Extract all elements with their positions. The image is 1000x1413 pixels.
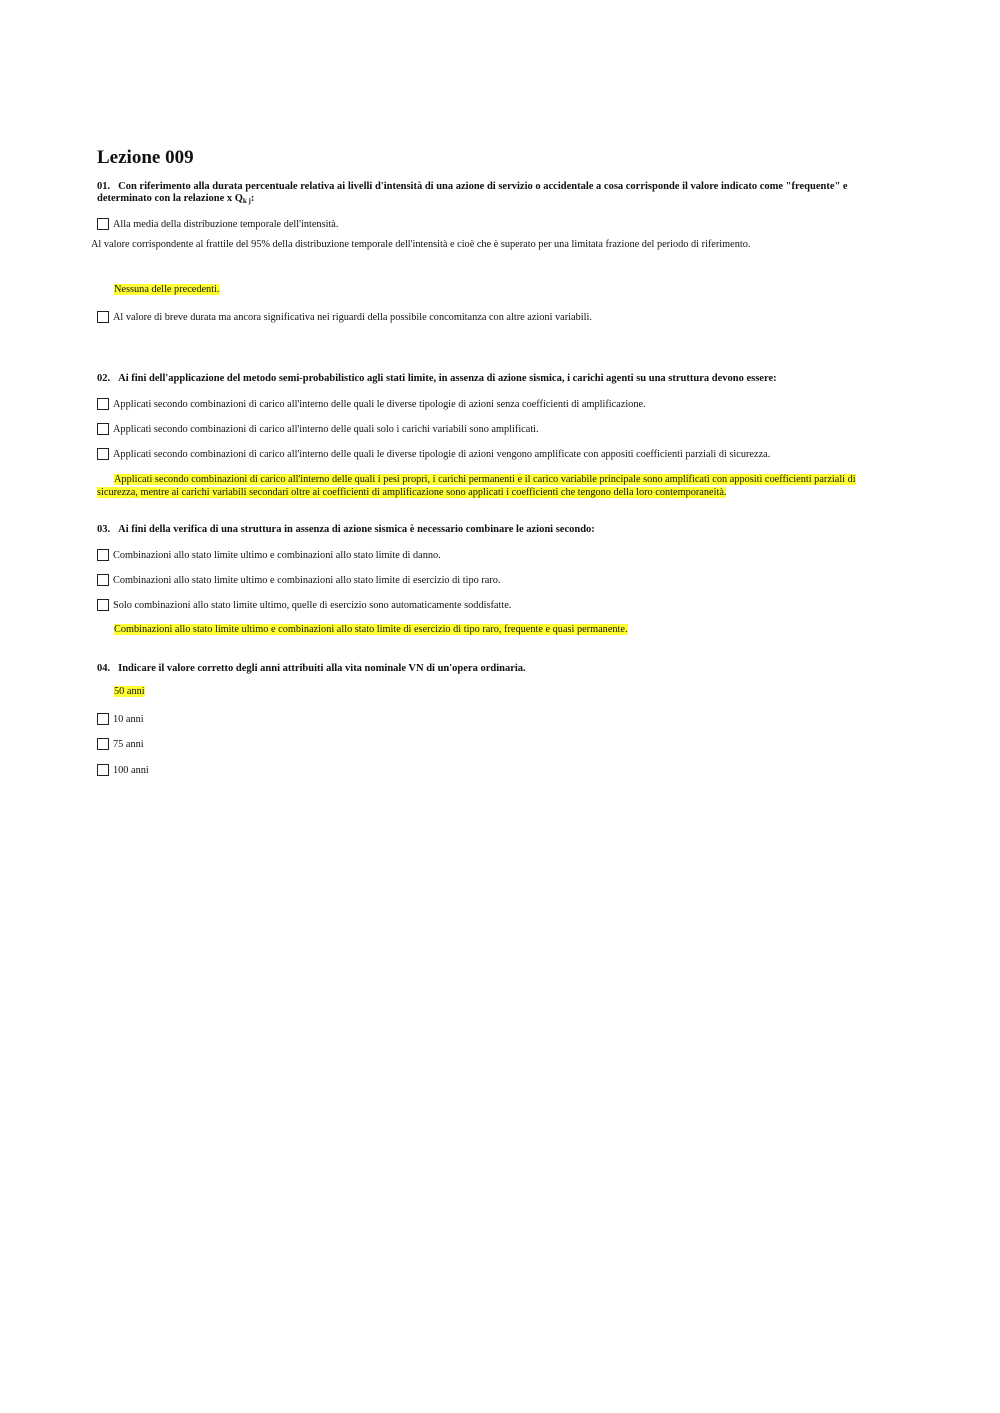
answer-option[interactable] [97,598,511,612]
question-text: Indicare il valore corretto degli anni attribuiti alla vita nominale VN di un'opera ordinaria. [118,663,526,674]
answer-text: Alla media della distribuzione temporale dell'intensità. [113,218,339,230]
question-text-end: : [250,193,255,204]
answer-option[interactable] [97,548,441,562]
answer-text: Combinazioni allo stato limite ultimo e combinazioni allo stato limite di esercizio di tipo raro. [113,574,501,586]
question-number: 01. [97,181,111,192]
correct-answer-text: Applicati secondo combinazioni di carico all'interno delle quali i pesi propri, i carichi permanenti e il carico variabile principale sono amplificati con appositi coefficienti parziali di sicurezza, mentre ai carichi variabili secondari oltre ai coefficienti di amplificazione sono applicati i coefficienti che tengono della loro contemporaneità. [97,474,856,498]
question-number: 04. [97,663,111,674]
answer-option[interactable] [97,712,144,726]
question-text: Ai fini dell'applicazione del metodo semi-probabilistico agli stati limite, in assenza di azione sismica, i carichi agenti su una struttura devono essere: [118,373,777,384]
question-2 [97,373,887,385]
answer-text: Applicati secondo combinazioni di carico all'interno delle quali solo i carichi variabili sono amplificati. [113,423,539,435]
correct-answer-text: Nessuna delle precedenti. [114,284,220,295]
answer-option[interactable] [97,763,149,777]
question-number: 02. [97,373,111,384]
checkbox-icon[interactable] [97,398,109,410]
correct-answer-text: Combinazioni allo stato limite ultimo e combinazioni allo stato limite di esercizio di tipo raro, frequente e quasi permanente. [114,624,628,635]
checkbox-icon[interactable] [97,574,109,586]
checkbox-icon[interactable] [97,738,109,750]
correct-answer [114,624,628,635]
checkbox-icon[interactable] [97,423,109,435]
checkbox-icon[interactable] [97,448,109,460]
answer-option[interactable] [97,217,338,231]
checkbox-icon[interactable] [97,713,109,725]
checkbox-icon[interactable] [97,549,109,561]
answer-option[interactable] [97,422,539,436]
checkbox-icon[interactable] [97,218,109,230]
answer-option[interactable] [97,397,646,411]
answer-text: Applicati secondo combinazioni di carico all'interno delle quali le diverse tipologie di azioni senza coefficienti di amplificazione. [113,398,646,410]
answer-option [91,239,750,250]
correct-answer [97,473,897,499]
answer-text: Combinazioni allo stato limite ultimo e combinazioni allo stato limite di danno. [113,549,441,561]
answer-text: 10 anni [113,713,144,725]
correct-answer [114,686,145,697]
checkbox-icon[interactable] [97,764,109,776]
checkbox-icon[interactable] [97,599,109,611]
answer-option[interactable] [97,737,144,751]
answer-option[interactable] [97,447,770,461]
correct-answer [114,284,220,295]
answer-text: Al valore corrispondente al frattile del 95% della distribuzione temporale dell'intensità e cioè che è superato per una limitata frazione del periodo di riferimento. [91,239,751,250]
question-number: 03. [97,524,111,535]
answer-option[interactable] [97,573,500,587]
question-subscript: k j [242,197,251,205]
checkbox-icon[interactable] [97,311,109,323]
question-3 [97,524,887,536]
answer-text: Al valore di breve durata ma ancora significativa nei riguardi della possibile concomitanza con altre azioni variabili. [113,311,592,323]
question-1 [97,181,887,207]
answer-text: Solo combinazioni allo stato limite ultimo, quelle di esercizio sono automaticamente soddisfatte. [113,599,512,611]
answer-option[interactable] [97,310,592,324]
page-title: Lezione 009 [97,147,194,168]
question-text: Con riferimento alla durata percentuale relativa ai livelli d'intensità di una azione di servizio o accidentale a cosa corrisponde il valore indicato come "frequente" e determinato con la relazione x Q [97,181,848,204]
question-text: Ai fini della verifica di una struttura in assenza di azione sismica è necessario combinare le azioni secondo: [118,524,595,535]
question-4 [97,663,887,675]
answer-text: Applicati secondo combinazioni di carico all'interno delle quali le diverse tipologie di azioni vengono amplificate con appositi coefficienti parziali di sicurezza. [113,448,771,460]
answer-text: 100 anni [113,764,149,776]
correct-answer-text: 50 anni [114,686,145,697]
answer-text: 75 anni [113,738,144,750]
